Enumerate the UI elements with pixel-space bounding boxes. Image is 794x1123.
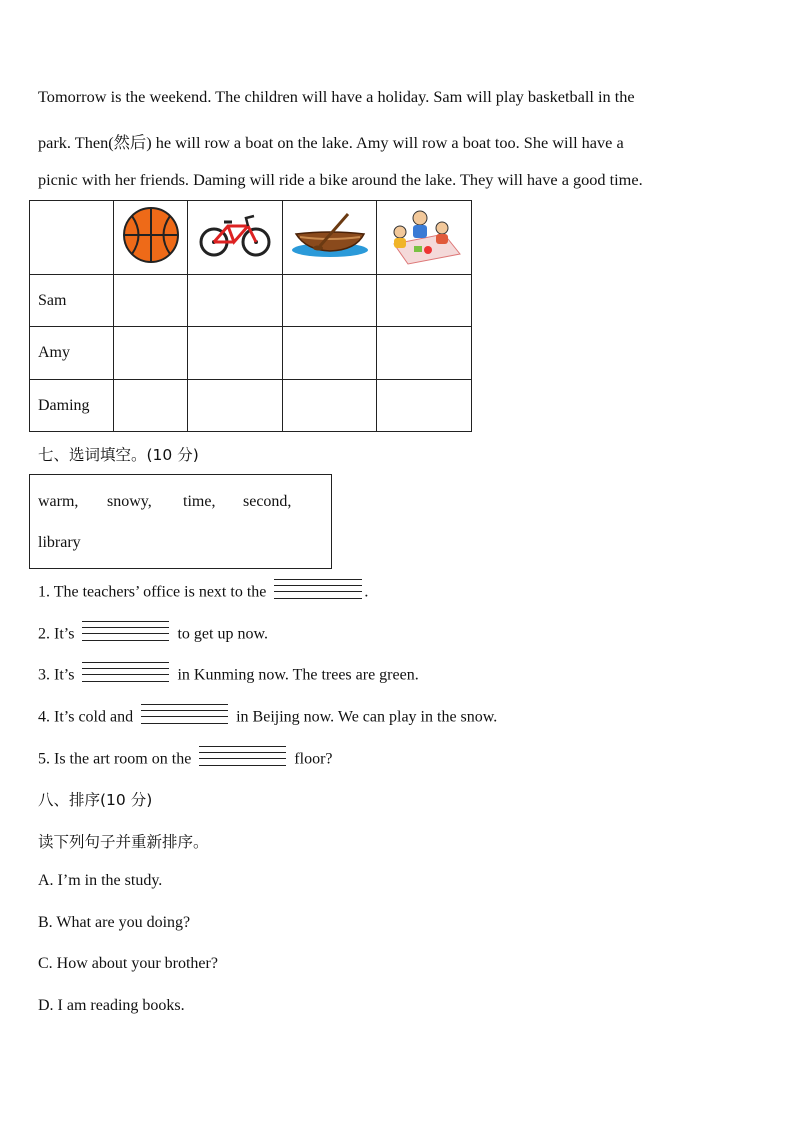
table-header-row [30,201,472,275]
question-text: 3. It’s [38,666,75,684]
sentence-d: D. I am reading books. [38,997,185,1014]
question-1 [38,583,368,603]
answer-blank[interactable] [82,621,169,641]
answer-cell[interactable] [283,275,377,327]
answer-cell[interactable] [377,380,472,432]
answer-blank[interactable] [199,746,286,766]
answer-cell[interactable] [188,327,283,380]
word-option: warm, [38,493,79,510]
question-text: to get up now. [177,625,268,643]
row-name-amy: Amy [30,327,114,380]
section7-heading: 七、选词填空。(10 分) [38,446,199,464]
passage-line-1: Tomorrow is the weekend. The children will have a holiday. Sam will play basketball in the [38,87,635,106]
picnic-icon [384,204,464,266]
passage-line-2: park. Then(然后) he will row a boat on the lake. Amy will row a boat too. She will have a [38,133,624,152]
activity-table [29,200,472,432]
answer-cell[interactable] [188,380,283,432]
word-option: library [38,534,81,551]
section8-heading: 八、排序(10 分) [38,791,153,809]
question-3 [38,666,419,686]
section8-instruction: 读下列句子并重新排序。 [38,833,209,851]
question-text: 1. The teachers’ office is next to the [38,583,267,601]
picnic-cell [377,201,472,275]
question-text: 5. Is the art room on the [38,750,192,768]
answer-cell[interactable] [114,275,188,327]
row-name-sam: Sam [30,275,114,327]
answer-cell[interactable] [114,327,188,380]
word-bank-line-1 [38,493,291,511]
answer-blank[interactable] [82,662,169,682]
answer-cell[interactable] [283,327,377,380]
bicycle-icon [198,212,272,258]
sentence-b: B. What are you doing? [38,914,191,931]
passage-line-3: picnic with her friends. Daming will ride a bike around the lake. They will have a good time. [38,170,643,189]
question-text: in Beijing now. We can play in the snow. [236,708,498,726]
question-text: in Kunming now. The trees are green. [177,666,419,684]
answer-cell[interactable] [377,275,472,327]
basketball-cell [114,201,188,275]
row-name-daming: Daming [30,380,114,432]
question-2 [38,625,268,645]
answer-cell[interactable] [377,327,472,380]
word-option: second, [243,493,292,510]
answer-blank[interactable] [274,579,362,599]
sentence-c: C. How about your brother? [38,955,218,972]
question-4 [38,708,497,728]
rowboat-cell [283,201,377,275]
question-text: 4. It’s cold and [38,708,134,726]
question-text: 2. It’s [38,625,75,643]
sentence-a: A. I’m in the study. [38,872,163,889]
answer-cell[interactable] [114,380,188,432]
answer-blank[interactable] [141,704,228,724]
empty-corner-cell [30,201,114,275]
answer-cell[interactable] [283,380,377,432]
word-bank [29,474,332,569]
word-option: snowy, [107,493,152,510]
question-5 [38,750,333,770]
basketball-icon [121,205,181,265]
bicycle-cell [188,201,283,275]
rowboat-icon [290,210,370,260]
question-text: . [364,583,369,601]
table-row [30,275,472,327]
table-row [30,327,472,380]
table-row [30,380,472,432]
word-option: time, [183,493,216,510]
question-text: floor? [294,750,333,768]
answer-cell[interactable] [188,275,283,327]
